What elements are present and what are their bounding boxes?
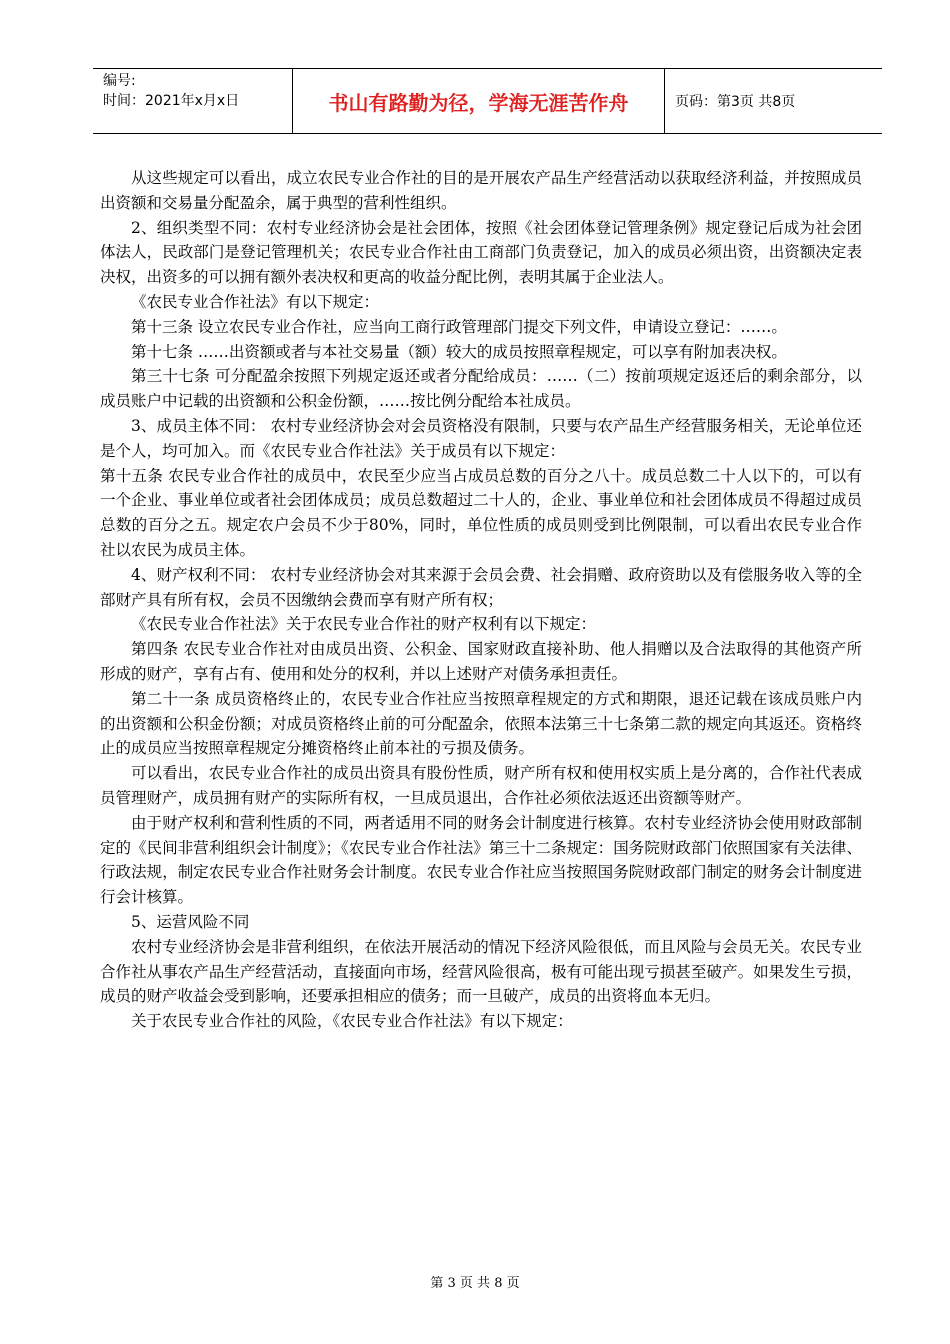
- paragraph: 5、运营风险不同: [131, 912, 250, 931]
- paragraph: 第二十一条 成员资格终止的，农民专业合作社应当按照章程规定的方式和期限，退还记载在该成员账户内的出资额和公积金份额；对成员资格终止前的可分配盈余，依照本法第三十七条第二款的规定向其返还。资格终止的成员应当按照章程规定分摊资格终止前本社的亏损及债务。: [100, 689, 862, 758]
- header-motto: 书山有路勤为径，学海无涯苦作舟: [293, 69, 665, 133]
- paragraph: 第十三条 设立农民专业合作社，应当向工商行政管理部门提交下列文件，申请设立登记：……。: [131, 317, 787, 336]
- paragraph: 2、组织类型不同：农村专业经济协会是社会团体，按照《社会团体登记管理条例》规定登记后成为社会团体法人，民政部门是登记管理机关；农民专业合作社由工商部门负责登记，加入的成员必须出资，出资额决定表决权，出资多的可以拥有额外表决权和更高的收益分配比例，表明其属于企业法人。: [100, 218, 862, 287]
- document-number-label: 编号:: [103, 73, 136, 89]
- page-header: [93, 68, 882, 134]
- paragraph: 第四条 农民专业合作社对由成员出资、公积金、国家财政直接补助、他人捐赠以及合法取得的其他资产所形成的财产，享有占有、使用和处分的权利，并以上述财产对债务承担责任。: [100, 640, 862, 683]
- paragraph: 4、财产权利不同： 农村专业经济协会对其来源于会员会费、社会捐赠、政府资助以及有偿服务收入等的全部财产具有所有权，会员不因缴纳会费而享有财产所有权；: [100, 565, 862, 609]
- document-time-label: 时间：2021年x月x日: [103, 93, 240, 109]
- paragraph: 第十七条 ……出资额或者与本社交易量（额）较大的成员按照章程规定，可以享有附加表决权。: [131, 342, 787, 361]
- paragraph: 《农民专业合作社法》关于农民专业合作社的财产权利有以下规定：: [131, 615, 597, 634]
- paragraph: 3、成员主体不同： 农村专业经济协会对会员资格没有限制，只要与农产品生产经营服务相关，无论单位还是个人，均可加入。而《农民专业合作社法》关于成员有以下规定：: [100, 416, 862, 460]
- paragraph: 第十五条 农民专业合作社的成员中，农民至少应当占成员总数的百分之八十。成员总数二十人以下的，可以有一个企业、事业单位或者社会团体成员；成员总数超过二十人的，企业、事业单位和社会团体成员不得超过成员总数的百分之五。规定农户会员不少于80%，同时，单位性质的成员则受到比例限制，可以看出农民专业合作社以农民为成员主体。: [100, 466, 862, 559]
- paragraph: 农村专业经济协会是非营利组织，在依法开展活动的情况下经济风险很低，而且风险与会员无关。农民专业合作社从事农产品生产经营活动，直接面向市场，经营风险很高，极有可能出现亏损甚至破产。如果发生亏损，成员的财产收益会受到影响，还要承担相应的债务；而一旦破产，成员的出资将血本无归。: [100, 937, 862, 1006]
- header-page-label: 页码：第3页 共8页: [675, 94, 796, 110]
- paragraph: 第三十七条 可分配盈余按照下列规定返还或者分配给成员：……（二）按前项规定返还后的剩余部分，以成员账户中记载的出资额和公积金份额，……按比例分配给本社成员。: [100, 367, 862, 411]
- header-meta: [93, 69, 293, 133]
- paragraph: 由于财产权利和营利性质的不同，两者适用不同的财务会计制度进行核算。农村专业经济协会使用财政部制定的《民间非营利组织会计制度》；《农民专业合作社法》第三十二条规定：国务院财政部门依照国家有关法律、行政法规，制定农民专业合作社财务会计制度。农民专业合作社应当按照国务院财政部门制定的财务会计制度进行会计核算。: [100, 813, 862, 907]
- paragraph: 关于农民专业合作社的风险，《农民专业合作社法》有以下规定：: [131, 1012, 573, 1031]
- document-body: [100, 166, 862, 1034]
- paragraph: 可以看出，农民专业合作社的成员出资具有股份性质，财产所有权和使用权实质上是分离的，合作社代表成员管理财产，成员拥有财产的实际所有权，一旦成员退出，合作社必须依法返还出资额等财产。: [100, 764, 862, 807]
- paragraph: 从这些规定可以看出，成立农民专业合作社的目的是开展农产品生产经营活动以获取经济利益，并按照成员出资额和交易量分配盈余，属于典型的营利性组织。: [100, 169, 862, 212]
- page-footer: 第 3 页 共 8 页: [430, 1276, 520, 1291]
- paragraph: 《农民专业合作社法》有以下规定：: [131, 292, 380, 311]
